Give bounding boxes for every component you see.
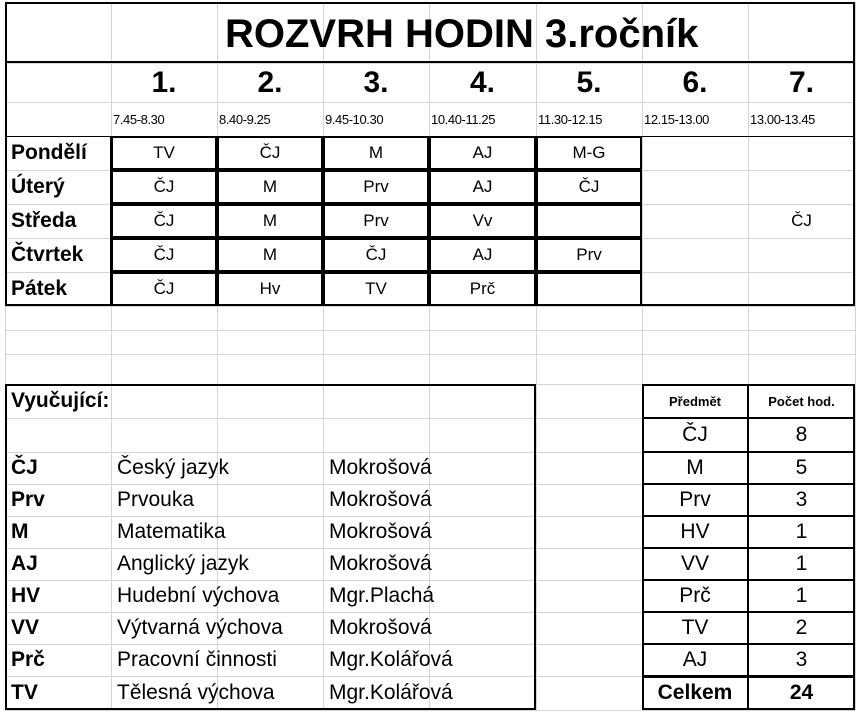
period-number[interactable]: 3.	[363, 65, 389, 99]
teacher-name[interactable]: Mgr.Plachá	[329, 584, 435, 607]
lesson-cell[interactable]: ČJ	[365, 245, 387, 264]
period-time[interactable]: 10.40-11.25	[431, 111, 496, 127]
hours-count[interactable]: 5	[795, 456, 808, 479]
period-time[interactable]: 11.30-12.15	[538, 111, 603, 127]
teacher-abbr[interactable]: M	[11, 520, 29, 543]
teacher-name[interactable]: Mgr.Kolářová	[329, 681, 453, 704]
teacher-abbr[interactable]: Prv	[11, 488, 45, 511]
period-time[interactable]: 13.00-13.45	[750, 111, 815, 127]
teacher-subject[interactable]: Hudební výchova	[117, 584, 280, 607]
hours-subject[interactable]: Prč	[679, 584, 711, 607]
lesson-cell[interactable]	[748, 272, 855, 306]
lesson-cell[interactable]: ČJ	[578, 177, 600, 196]
hours-subject[interactable]: Prv	[679, 488, 711, 511]
lesson-cell[interactable]: M	[262, 245, 278, 264]
teacher-name[interactable]: Mokrošová	[329, 616, 432, 639]
teacher-abbr[interactable]: VV	[11, 616, 40, 639]
hours-count[interactable]: 3	[795, 488, 808, 511]
hours-col-count[interactable]: Počet hod.	[768, 393, 835, 409]
teacher-subject[interactable]: Anglický jazyk	[117, 552, 249, 575]
lesson-cell[interactable]	[748, 136, 855, 170]
day-label[interactable]: Pondělí	[11, 141, 87, 164]
lesson-cell[interactable]: ČJ	[153, 211, 175, 230]
lesson-cell[interactable]	[748, 170, 855, 204]
hours-subject[interactable]: TV	[681, 616, 709, 639]
lesson-cell[interactable]	[748, 238, 855, 272]
lesson-cell[interactable]: Hv	[259, 279, 281, 298]
lesson-cell[interactable]: TV	[153, 143, 175, 162]
hours-count[interactable]: 1	[795, 520, 808, 543]
day-label[interactable]: Pátek	[11, 277, 68, 300]
teacher-name[interactable]: Mokrošová	[329, 520, 432, 543]
day-label[interactable]: Středa	[11, 209, 77, 232]
period-time[interactable]: 8.40-9.25	[219, 111, 271, 127]
period-time[interactable]: 9.45-10.30	[325, 111, 384, 127]
lesson-cell[interactable]	[642, 170, 748, 204]
lesson-cell[interactable]	[642, 238, 748, 272]
teacher-subject[interactable]: Matematika	[117, 520, 226, 543]
hours-subject[interactable]: M	[686, 456, 704, 479]
teacher-abbr[interactable]: ČJ	[11, 456, 38, 479]
lesson-cell[interactable]: Vv	[472, 211, 493, 230]
teacher-name[interactable]: Mokrošová	[329, 488, 432, 511]
lesson-cell[interactable]	[642, 272, 748, 306]
teacher-subject[interactable]: Výtvarná výchova	[117, 616, 283, 639]
lesson-cell[interactable]: M	[262, 177, 278, 196]
hours-count[interactable]: 2	[795, 616, 808, 639]
hours-count[interactable]: 8	[795, 423, 808, 446]
lesson-cell[interactable]	[642, 204, 748, 238]
lesson-cell[interactable]: M-G	[572, 143, 606, 162]
lesson-cell[interactable]	[536, 272, 642, 306]
teacher-abbr[interactable]: HV	[11, 584, 41, 607]
lesson-cell[interactable]: M	[368, 143, 384, 162]
lesson-cell[interactable]: AJ	[472, 143, 493, 162]
day-label[interactable]: Čtvrtek	[11, 243, 84, 266]
period-number[interactable]: 6.	[682, 65, 708, 99]
lesson-cell[interactable]: Prv	[363, 177, 389, 196]
hours-total-label[interactable]: Celkem	[657, 681, 733, 704]
lesson-cell[interactable]: AJ	[472, 177, 493, 196]
hours-count[interactable]: 3	[795, 648, 808, 671]
lesson-cell[interactable]: M	[262, 211, 278, 230]
period-number[interactable]: 1.	[151, 65, 177, 99]
teacher-abbr[interactable]: Prč	[11, 648, 45, 671]
period-number[interactable]: 5.	[576, 65, 602, 99]
lesson-cell[interactable]: ČJ	[259, 143, 281, 162]
hours-count[interactable]: 1	[795, 552, 808, 575]
teacher-name[interactable]: Mgr.Kolářová	[329, 648, 453, 671]
lesson-cell[interactable]: Prv	[363, 211, 389, 230]
period-number[interactable]: 7.	[788, 65, 815, 99]
lesson-cell[interactable]: ČJ	[153, 177, 175, 196]
hours-total-value[interactable]: 24	[789, 681, 814, 704]
hours-subject[interactable]: ČJ	[682, 423, 708, 446]
page-title[interactable]: ROZVRH HODIN 3.ročník	[225, 11, 699, 56]
lesson-cell[interactable]: TV	[365, 279, 387, 298]
teacher-abbr[interactable]: AJ	[11, 552, 38, 575]
hours-subject[interactable]: AJ	[682, 648, 708, 671]
lesson-cell[interactable]: ČJ	[791, 211, 812, 230]
lesson-cell[interactable]: AJ	[472, 245, 493, 264]
hours-subject[interactable]: HV	[680, 520, 710, 543]
teacher-abbr[interactable]: TV	[11, 681, 38, 704]
teacher-name[interactable]: Mokrošová	[329, 552, 432, 575]
day-label[interactable]: Úterý	[11, 175, 65, 198]
lesson-cell[interactable]: Prv	[576, 245, 602, 264]
period-number[interactable]: 4.	[469, 65, 496, 99]
hours-col-subject[interactable]: Předmět	[668, 393, 722, 409]
teacher-subject[interactable]: Český jazyk	[117, 456, 230, 479]
hours-subject[interactable]: VV	[680, 552, 709, 575]
teacher-subject[interactable]: Prvouka	[117, 488, 195, 511]
lesson-cell[interactable]: Prč	[469, 279, 496, 298]
teacher-subject[interactable]: Tělesná výchova	[117, 681, 275, 704]
lesson-cell[interactable]: ČJ	[153, 279, 175, 298]
teacher-name[interactable]: Mokrošová	[329, 456, 432, 479]
lesson-cell[interactable]	[642, 136, 748, 170]
lesson-cell[interactable]	[536, 204, 642, 238]
period-time[interactable]: 12.15-13.00	[644, 111, 709, 127]
period-number[interactable]: 2.	[257, 65, 283, 99]
teachers-heading[interactable]: Vyučující:	[11, 389, 110, 412]
teacher-subject[interactable]: Pracovní činnosti	[117, 648, 277, 671]
period-time[interactable]: 7.45-8.30	[113, 111, 165, 127]
hours-count[interactable]: 1	[795, 584, 808, 607]
lesson-cell[interactable]: ČJ	[153, 245, 175, 264]
